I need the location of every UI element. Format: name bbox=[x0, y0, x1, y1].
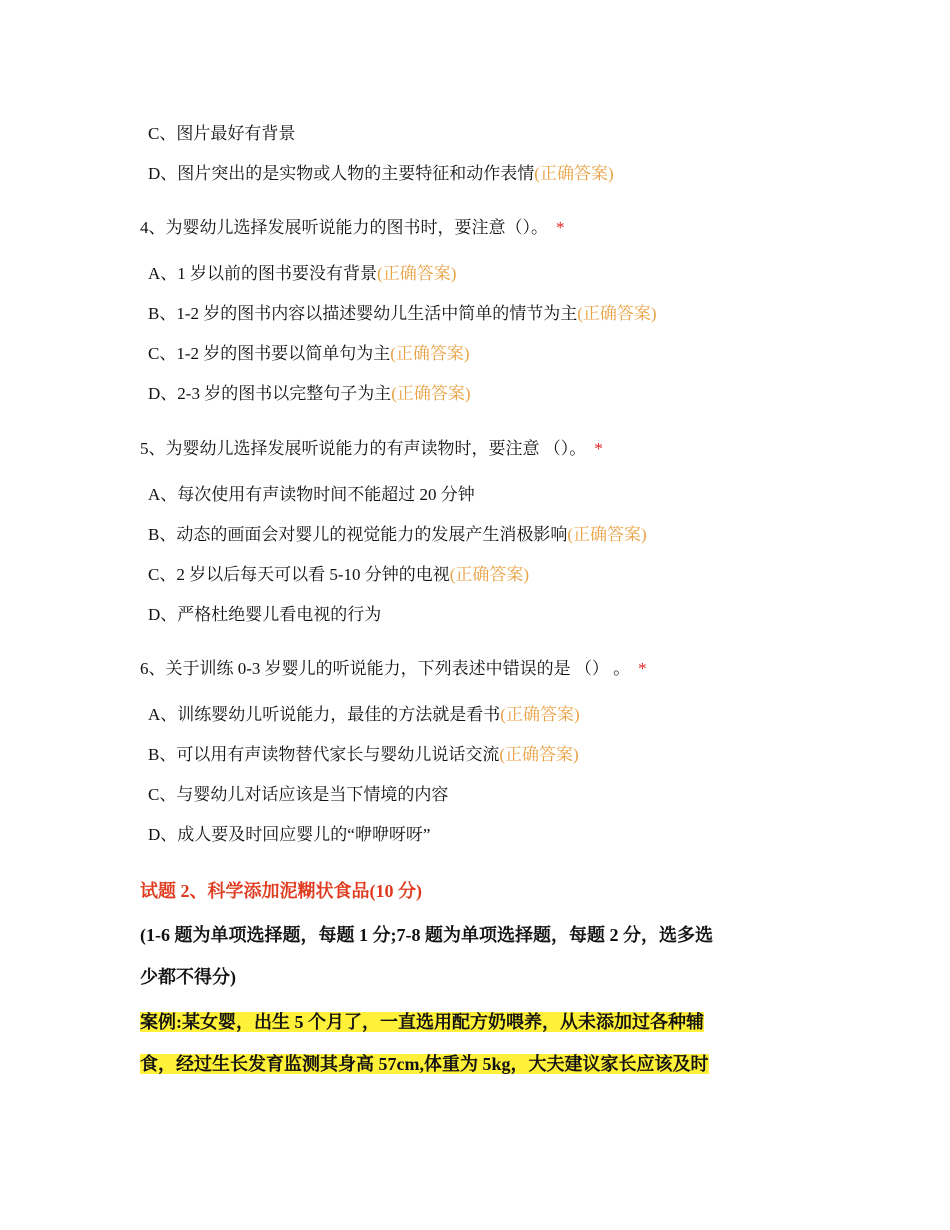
option-text: A、训练婴幼儿听说能力，最佳的方法就是看书 bbox=[148, 705, 501, 724]
correct-answer-tag: (正确答案) bbox=[534, 164, 614, 183]
q6-option-c bbox=[148, 783, 448, 807]
q6-option-d bbox=[148, 823, 430, 847]
required-star: * bbox=[638, 659, 647, 678]
case-line-2 bbox=[140, 1051, 709, 1077]
question-text: 6、关于训练 0-3 岁婴儿的听说能力，下列表述中错误的是 （） 。 bbox=[140, 659, 631, 678]
option-text: A、每次使用有声读物时间不能超过 20 分钟 bbox=[148, 485, 475, 504]
option-text: D、图片突出的是实物或人物的主要特征和动作表情 bbox=[148, 164, 535, 183]
correct-answer-tag: (正确答案) bbox=[391, 384, 471, 403]
q4-option-a bbox=[148, 262, 456, 286]
correct-answer-tag: (正确答案) bbox=[567, 525, 647, 544]
option-text: D、成人要及时回应婴儿的“咿咿呀呀” bbox=[148, 825, 431, 844]
option-text: B、可以用有声读物替代家长与婴幼儿说话交流 bbox=[148, 745, 500, 764]
option-text: C、图片最好有背景 bbox=[148, 124, 296, 143]
q5-option-b bbox=[148, 523, 647, 547]
required-star: * bbox=[556, 218, 565, 237]
correct-answer-tag: (正确答案) bbox=[500, 705, 580, 724]
option-text: C、与婴幼儿对话应该是当下情境的内容 bbox=[148, 785, 449, 804]
option-text: C、2 岁以后每天可以看 5-10 分钟的电视 bbox=[148, 565, 450, 584]
required-star: * bbox=[594, 439, 603, 458]
correct-answer-tag: (正确答案) bbox=[390, 344, 470, 363]
correct-answer-tag: (正确答案) bbox=[499, 745, 579, 764]
option-text: A、1 岁以前的图书要没有背景 bbox=[148, 264, 378, 283]
section-title: 试题 2、科学添加泥糊状食品(10 分) bbox=[140, 881, 422, 901]
option-text: B、1-2 岁的图书内容以描述婴幼儿生活中简单的情节为主 bbox=[148, 304, 578, 323]
q4-stem bbox=[140, 216, 565, 240]
q5-option-a bbox=[148, 483, 475, 507]
q4-option-b bbox=[148, 302, 657, 326]
q4-option-c bbox=[148, 342, 470, 366]
q6-option-a bbox=[148, 703, 580, 727]
q3-option-c bbox=[148, 122, 295, 146]
question-text: 5、为婴幼儿选择发展听说能力的有声读物时，要注意 （）。 bbox=[140, 439, 587, 458]
q6-stem bbox=[140, 657, 647, 681]
case-line-1 bbox=[140, 1009, 704, 1035]
q6-option-b bbox=[148, 743, 579, 767]
q3-option-d bbox=[148, 162, 614, 186]
section-instructions-line-2: 少都不得分) bbox=[140, 967, 236, 987]
q5-option-d bbox=[148, 603, 381, 627]
q4-option-d bbox=[148, 382, 471, 406]
correct-answer-tag: (正确答案) bbox=[449, 565, 530, 584]
case-highlight: 食，经过生长发育监测其身高 57cm,体重为 5kg，大夫建议家长应该及时 bbox=[140, 1054, 709, 1074]
correct-answer-tag: (正确答案) bbox=[377, 264, 457, 283]
case-highlight: 案例:某女婴，出生 5 个月了，一直选用配方奶喂养，从未添加过各种辅 bbox=[140, 1012, 704, 1032]
option-text: D、2-3 岁的图书以完整句子为主 bbox=[148, 384, 392, 403]
q5-stem bbox=[140, 437, 603, 461]
option-text: B、动态的画面会对婴儿的视觉能力的发展产生消极影响 bbox=[148, 525, 568, 544]
section-instructions-line-1: (1-6 题为单项选择题，每题 1 分;7-8 题为单项选择题，每题 2 分，选多选 bbox=[140, 925, 713, 945]
option-text: C、1-2 岁的图书要以简单句为主 bbox=[148, 344, 391, 363]
q5-option-c bbox=[148, 563, 529, 587]
correct-answer-tag: (正确答案) bbox=[577, 304, 657, 323]
question-text: 4、为婴幼儿选择发展听说能力的图书时，要注意（）。 bbox=[140, 218, 548, 237]
option-text: D、严格杜绝婴儿看电视的行为 bbox=[148, 605, 382, 624]
